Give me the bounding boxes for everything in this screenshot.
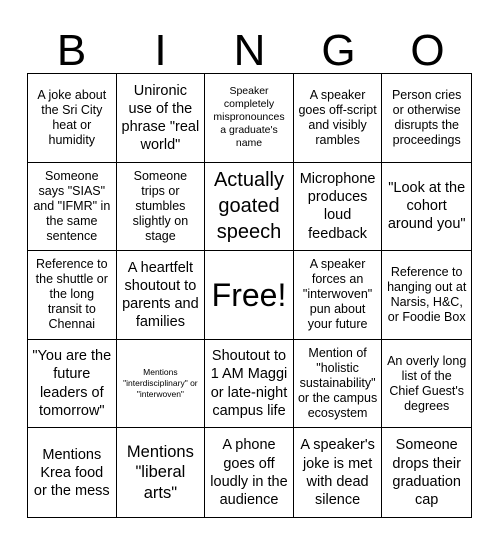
bingo-cell[interactable]: Person cries or otherwise disrupts the proceedings: [382, 74, 471, 163]
bingo-cell[interactable]: Reference to hanging out at Narsis, H&C, or Foodie Box: [382, 251, 471, 340]
bingo-header: [27, 26, 472, 75]
header-letter-i: I: [154, 26, 167, 75]
bingo-cell[interactable]: Unironic use of the phrase "real world": [117, 74, 206, 163]
bingo-cell[interactable]: Someone trips or stumbles slightly on stage: [117, 163, 206, 252]
bingo-cell[interactable]: Someone drops their graduation cap: [392, 437, 461, 508]
bingo-cell[interactable]: Mentions "liberal arts": [117, 428, 206, 517]
bingo-cell[interactable]: "You are the future leaders of tomorrow": [28, 340, 117, 429]
bingo-cell[interactable]: Microphone produces loud feedback: [294, 163, 383, 252]
header-letter-o: O: [410, 26, 445, 75]
bingo-cell[interactable]: Mentions Krea food or the mess: [28, 428, 117, 517]
bingo-cell[interactable]: Speaker completely mispronounces a graduate's name: [205, 74, 294, 163]
bingo-cell[interactable]: A speaker forces an "interwoven" pun about your future: [294, 251, 383, 340]
header-letter-n: N: [233, 26, 266, 75]
bingo-cell[interactable]: Reference to the shuttle or the long transit to Chennai: [28, 251, 117, 340]
bingo-cell[interactable]: An overly long list of the Chief Guest's degrees: [382, 340, 471, 429]
bingo-cell[interactable]: Someone says "SIAS" and "IFMR" in the same sentence: [28, 163, 117, 252]
bingo-cell[interactable]: Actually goated speech: [205, 163, 294, 252]
bingo-cell[interactable]: A joke about the Sri City heat or humidity: [28, 74, 117, 163]
bingo-cell[interactable]: A heartfelt shoutout to parents and families: [117, 251, 206, 340]
header-letter-b: B: [56, 26, 87, 75]
bingo-cell[interactable]: A phone goes off loudly in the audience: [205, 428, 294, 517]
bingo-cell[interactable]: Shoutout to 1 AM Maggi or late-night campus life: [205, 340, 294, 429]
bingo-card-grid: [27, 73, 472, 518]
bingo-cell[interactable]: A speaker's joke is met with dead silence: [294, 428, 383, 517]
bingo-cell[interactable]: Mention of "holistic sustainability" or the campus ecosystem: [294, 340, 383, 429]
bingo-cell[interactable]: A speaker goes off-script and visibly rambles: [294, 74, 383, 163]
free-space-cell[interactable]: Free!: [205, 251, 294, 340]
bingo-cell[interactable]: Mentions "interdisciplinary" or "interwoven": [117, 340, 206, 429]
bingo-cell[interactable]: "Look at the cohort around you": [382, 163, 471, 252]
header-letter-g: G: [321, 26, 356, 75]
